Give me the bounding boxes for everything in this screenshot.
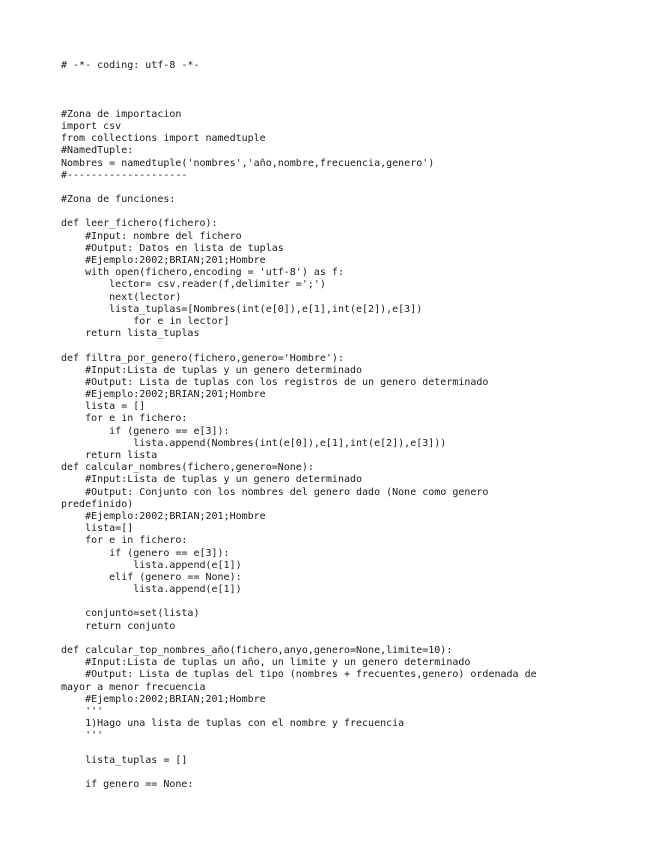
code-line: #Output: Conjunto con los nombres del genero dado (None como genero <box>61 486 489 498</box>
code-line: lista.append(e[1]) <box>61 559 242 571</box>
code-line: ''' <box>61 730 104 742</box>
code-line: lista = [] <box>61 401 146 413</box>
code-line: return lista_tuplas <box>61 328 200 340</box>
code-line: #Output: Datos en lista de tuplas <box>61 242 284 254</box>
code-line: ''' <box>61 705 104 717</box>
code-line: #Input:Lista de tuplas y un genero determinado <box>61 364 363 376</box>
code-line: next(lector) <box>61 291 182 303</box>
code-line: def calcular_nombres(fichero,genero=None): <box>61 462 314 474</box>
code-line: lector= csv.reader(f,delimiter =';') <box>61 279 326 291</box>
code-line: lista_tuplas = [] <box>61 754 188 766</box>
code-line: #Input:Lista de tuplas un año, un limite y un genero determinado <box>61 657 471 669</box>
code-line: #Output: Lista de tuplas con los registros de un genero determinado <box>61 376 489 388</box>
code-line <box>61 72 641 84</box>
code-line: #-------------------- <box>61 169 188 181</box>
code-line: return conjunto <box>61 620 176 632</box>
code-line <box>61 84 641 96</box>
code-line: #NamedTuple: <box>61 145 134 157</box>
code-line: predefinido) <box>61 498 134 510</box>
code-line: #Output: Lista de tuplas del tipo (nombres + frecuentes,genero) ordenada de <box>61 669 537 681</box>
code-line: #Zona de funciones: <box>61 194 176 206</box>
code-line: import csv <box>61 120 122 132</box>
code-line: lista=[] <box>61 523 134 535</box>
code-line: lista.append(Nombres(int(e[0]),e[1],int(e[2]),e[3])) <box>61 437 447 449</box>
code-line: def filtra_por_genero(fichero,genero='Hombre'): <box>61 352 344 364</box>
code-line <box>61 340 641 352</box>
code-line: #Input: nombre del fichero <box>61 230 242 242</box>
code-line: #Input:Lista de tuplas y un genero determinado <box>61 474 363 486</box>
code-line: Nombres = namedtuple('nombres','año,nombre,frecuencia,genero') <box>61 157 435 169</box>
code-line: conjunto=set(lista) <box>61 608 200 620</box>
code-line: if genero == None: <box>61 779 194 791</box>
code-line: #Zona de importacion <box>61 108 182 120</box>
code-line <box>61 743 641 755</box>
code-line: #Ejemplo:2002;BRIAN;201;Hombre <box>61 510 266 522</box>
code-line <box>61 182 641 194</box>
code-line: # -*- coding: utf-8 -*- <box>61 60 200 71</box>
code-line: for e in fichero: <box>61 413 188 425</box>
code-line: mayor a menor frecuencia <box>61 681 206 693</box>
code-line: from collections import namedtuple <box>61 133 266 145</box>
code-line <box>61 206 641 218</box>
code-line: elif (genero == None): <box>61 571 242 583</box>
code-line: lista_tuplas=[Nombres(int(e[0]),e[1],int(e[2]),e[3]) <box>61 303 423 315</box>
code-line: with open(fichero,encoding = 'utf-8') as f: <box>61 267 344 279</box>
code-line: def calcular_top_nombres_año(fichero,anyo,genero=None,limite=10): <box>61 645 453 656</box>
code-line: 1)Hago una lista de tuplas con el nombre y frecuencia <box>61 718 405 730</box>
code-line <box>61 97 641 109</box>
code-line: for e in fichero: <box>61 535 188 547</box>
code-line: #Ejemplo:2002;BRIAN;201;Hombre <box>61 255 266 266</box>
code-line: #Ejemplo:2002;BRIAN;201;Hombre <box>61 693 266 705</box>
code-line <box>61 633 641 645</box>
code-line: def leer_fichero(fichero): <box>61 218 218 230</box>
code-listing <box>61 60 641 791</box>
code-line <box>61 767 641 779</box>
code-line: for e in lector] <box>61 315 230 327</box>
code-line: if (genero == e[3]): <box>61 425 230 437</box>
code-line: if (genero == e[3]): <box>61 547 230 559</box>
code-line: #Ejemplo:2002;BRIAN;201;Hombre <box>61 389 266 401</box>
code-line: return lista <box>61 450 158 461</box>
code-line <box>61 596 641 608</box>
code-line: lista.append(e[1]) <box>61 584 242 596</box>
